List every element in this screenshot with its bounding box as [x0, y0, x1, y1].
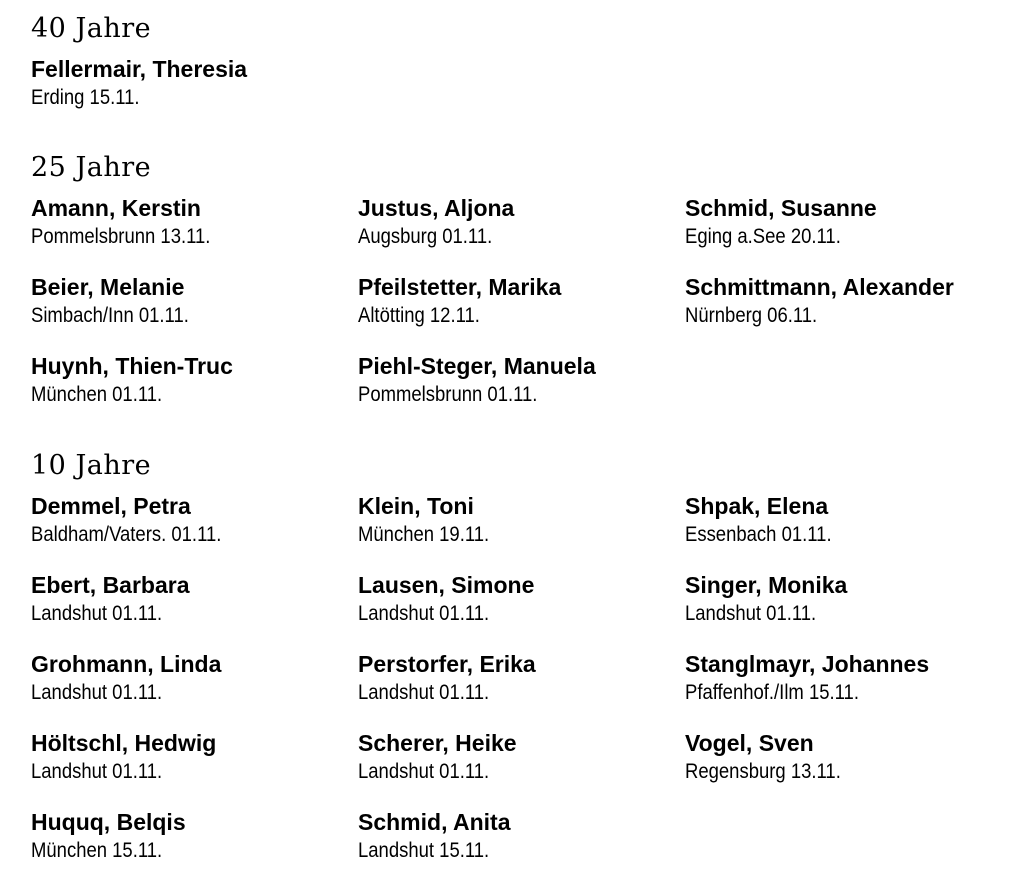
section-title: 40 Jahre [31, 13, 152, 44]
entry [31, 272, 358, 351]
entry [358, 649, 685, 728]
entry [31, 193, 358, 272]
entry [31, 491, 358, 570]
section-title: 25 Jahre [31, 152, 152, 183]
entry-place-date: Augsburg 01.11. [358, 225, 493, 248]
entry-name: Huynh, Thien-Truc [31, 353, 233, 379]
column-1 [31, 54, 358, 133]
entry-name: Klein, Toni [358, 493, 474, 519]
entry-name: Fellermair, Theresia [31, 56, 248, 82]
entry-place-date: Landshut 01.11. [685, 602, 817, 625]
entry [358, 570, 685, 649]
entry [31, 728, 358, 807]
entry-name: Demmel, Petra [31, 493, 191, 519]
entry-name: Perstorfer, Erika [358, 651, 536, 677]
entry [685, 649, 991, 728]
column-3 [685, 54, 991, 133]
section-25-jahre [31, 153, 991, 430]
entry-place-date: Regensburg 13.11. [685, 760, 841, 783]
entry-name: Ebert, Barbara [31, 572, 190, 598]
entry-place-date: Simbach/Inn 01.11. [31, 304, 189, 327]
entry-place-date: Eging a.See 20.11. [685, 225, 841, 248]
entry-place-date: Baldham/Vaters. 01.11. [31, 523, 222, 546]
column-3 [685, 491, 991, 886]
entry-place-date: Landshut 01.11. [31, 760, 163, 783]
entry-name: Lausen, Simone [358, 572, 535, 598]
entry-name: Scherer, Heike [358, 730, 517, 756]
entry-name: Pfeilstetter, Marika [358, 274, 562, 300]
entry-name: Shpak, Elena [685, 493, 829, 519]
entry-place-date: Landshut 01.11. [31, 602, 163, 625]
entry-name: Schmittmann, Alexander [685, 274, 954, 300]
entry-name: Schmid, Susanne [685, 195, 877, 221]
entry-place-date: Pommelsbrunn 13.11. [31, 225, 211, 248]
entry-place-date: Pommelsbrunn 01.11. [358, 383, 538, 406]
entry [358, 351, 685, 430]
entry [358, 193, 685, 272]
entry-place-date: Landshut 01.11. [31, 681, 163, 704]
entry-name: Grohmann, Linda [31, 651, 222, 677]
entry-place-date: Pfaffenhof./Ilm 15.11. [685, 681, 859, 704]
entry [31, 807, 358, 886]
entry [685, 570, 991, 649]
entry-place-date: Landshut 01.11. [358, 760, 490, 783]
entry [685, 491, 991, 570]
entry-name: Schmid, Anita [358, 809, 511, 835]
entry [358, 807, 685, 886]
entry-name: Huquq, Belqis [31, 809, 186, 835]
column-1 [31, 193, 358, 430]
entry-name: Vogel, Sven [685, 730, 814, 756]
entry-place-date: München 15.11. [31, 839, 163, 862]
column-1 [31, 491, 358, 886]
entry-place-date: Altötting 12.11. [358, 304, 480, 327]
section-10-jahre [31, 451, 991, 886]
entry [358, 272, 685, 351]
column-3 [685, 193, 991, 430]
entries-grid [31, 54, 991, 133]
entry-name: Beier, Melanie [31, 274, 185, 300]
column-2 [358, 193, 685, 430]
entry-place-date: München 01.11. [31, 383, 163, 406]
entry [31, 54, 358, 133]
entry-name: Amann, Kerstin [31, 195, 201, 221]
entry [685, 193, 991, 272]
entry-name: Justus, Aljona [358, 195, 515, 221]
section-40-jahre [31, 14, 991, 133]
entry-place-date: Landshut 01.11. [358, 681, 490, 704]
entries-grid [31, 491, 991, 886]
entry-place-date: Essenbach 01.11. [685, 523, 832, 546]
entry [685, 728, 991, 807]
entry-place-date: Nürnberg 06.11. [685, 304, 818, 327]
entry [685, 272, 991, 351]
entry [358, 728, 685, 807]
entry [31, 351, 358, 430]
column-2 [358, 54, 685, 133]
entry-name: Piehl-Steger, Manuela [358, 353, 596, 379]
section-title: 10 Jahre [31, 450, 152, 481]
entry-place-date: München 19.11. [358, 523, 490, 546]
entry-place-date: Erding 15.11. [31, 86, 140, 109]
entry [31, 570, 358, 649]
entry-name: Stanglmayr, Johannes [685, 651, 930, 677]
entry-name: Höltschl, Hedwig [31, 730, 217, 756]
entry-place-date: Landshut 01.11. [358, 602, 490, 625]
entry [358, 491, 685, 570]
entry-name: Singer, Monika [685, 572, 848, 598]
entry [31, 649, 358, 728]
entry-place-date: Landshut 15.11. [358, 839, 490, 862]
entries-grid [31, 193, 991, 430]
column-2 [358, 491, 685, 886]
